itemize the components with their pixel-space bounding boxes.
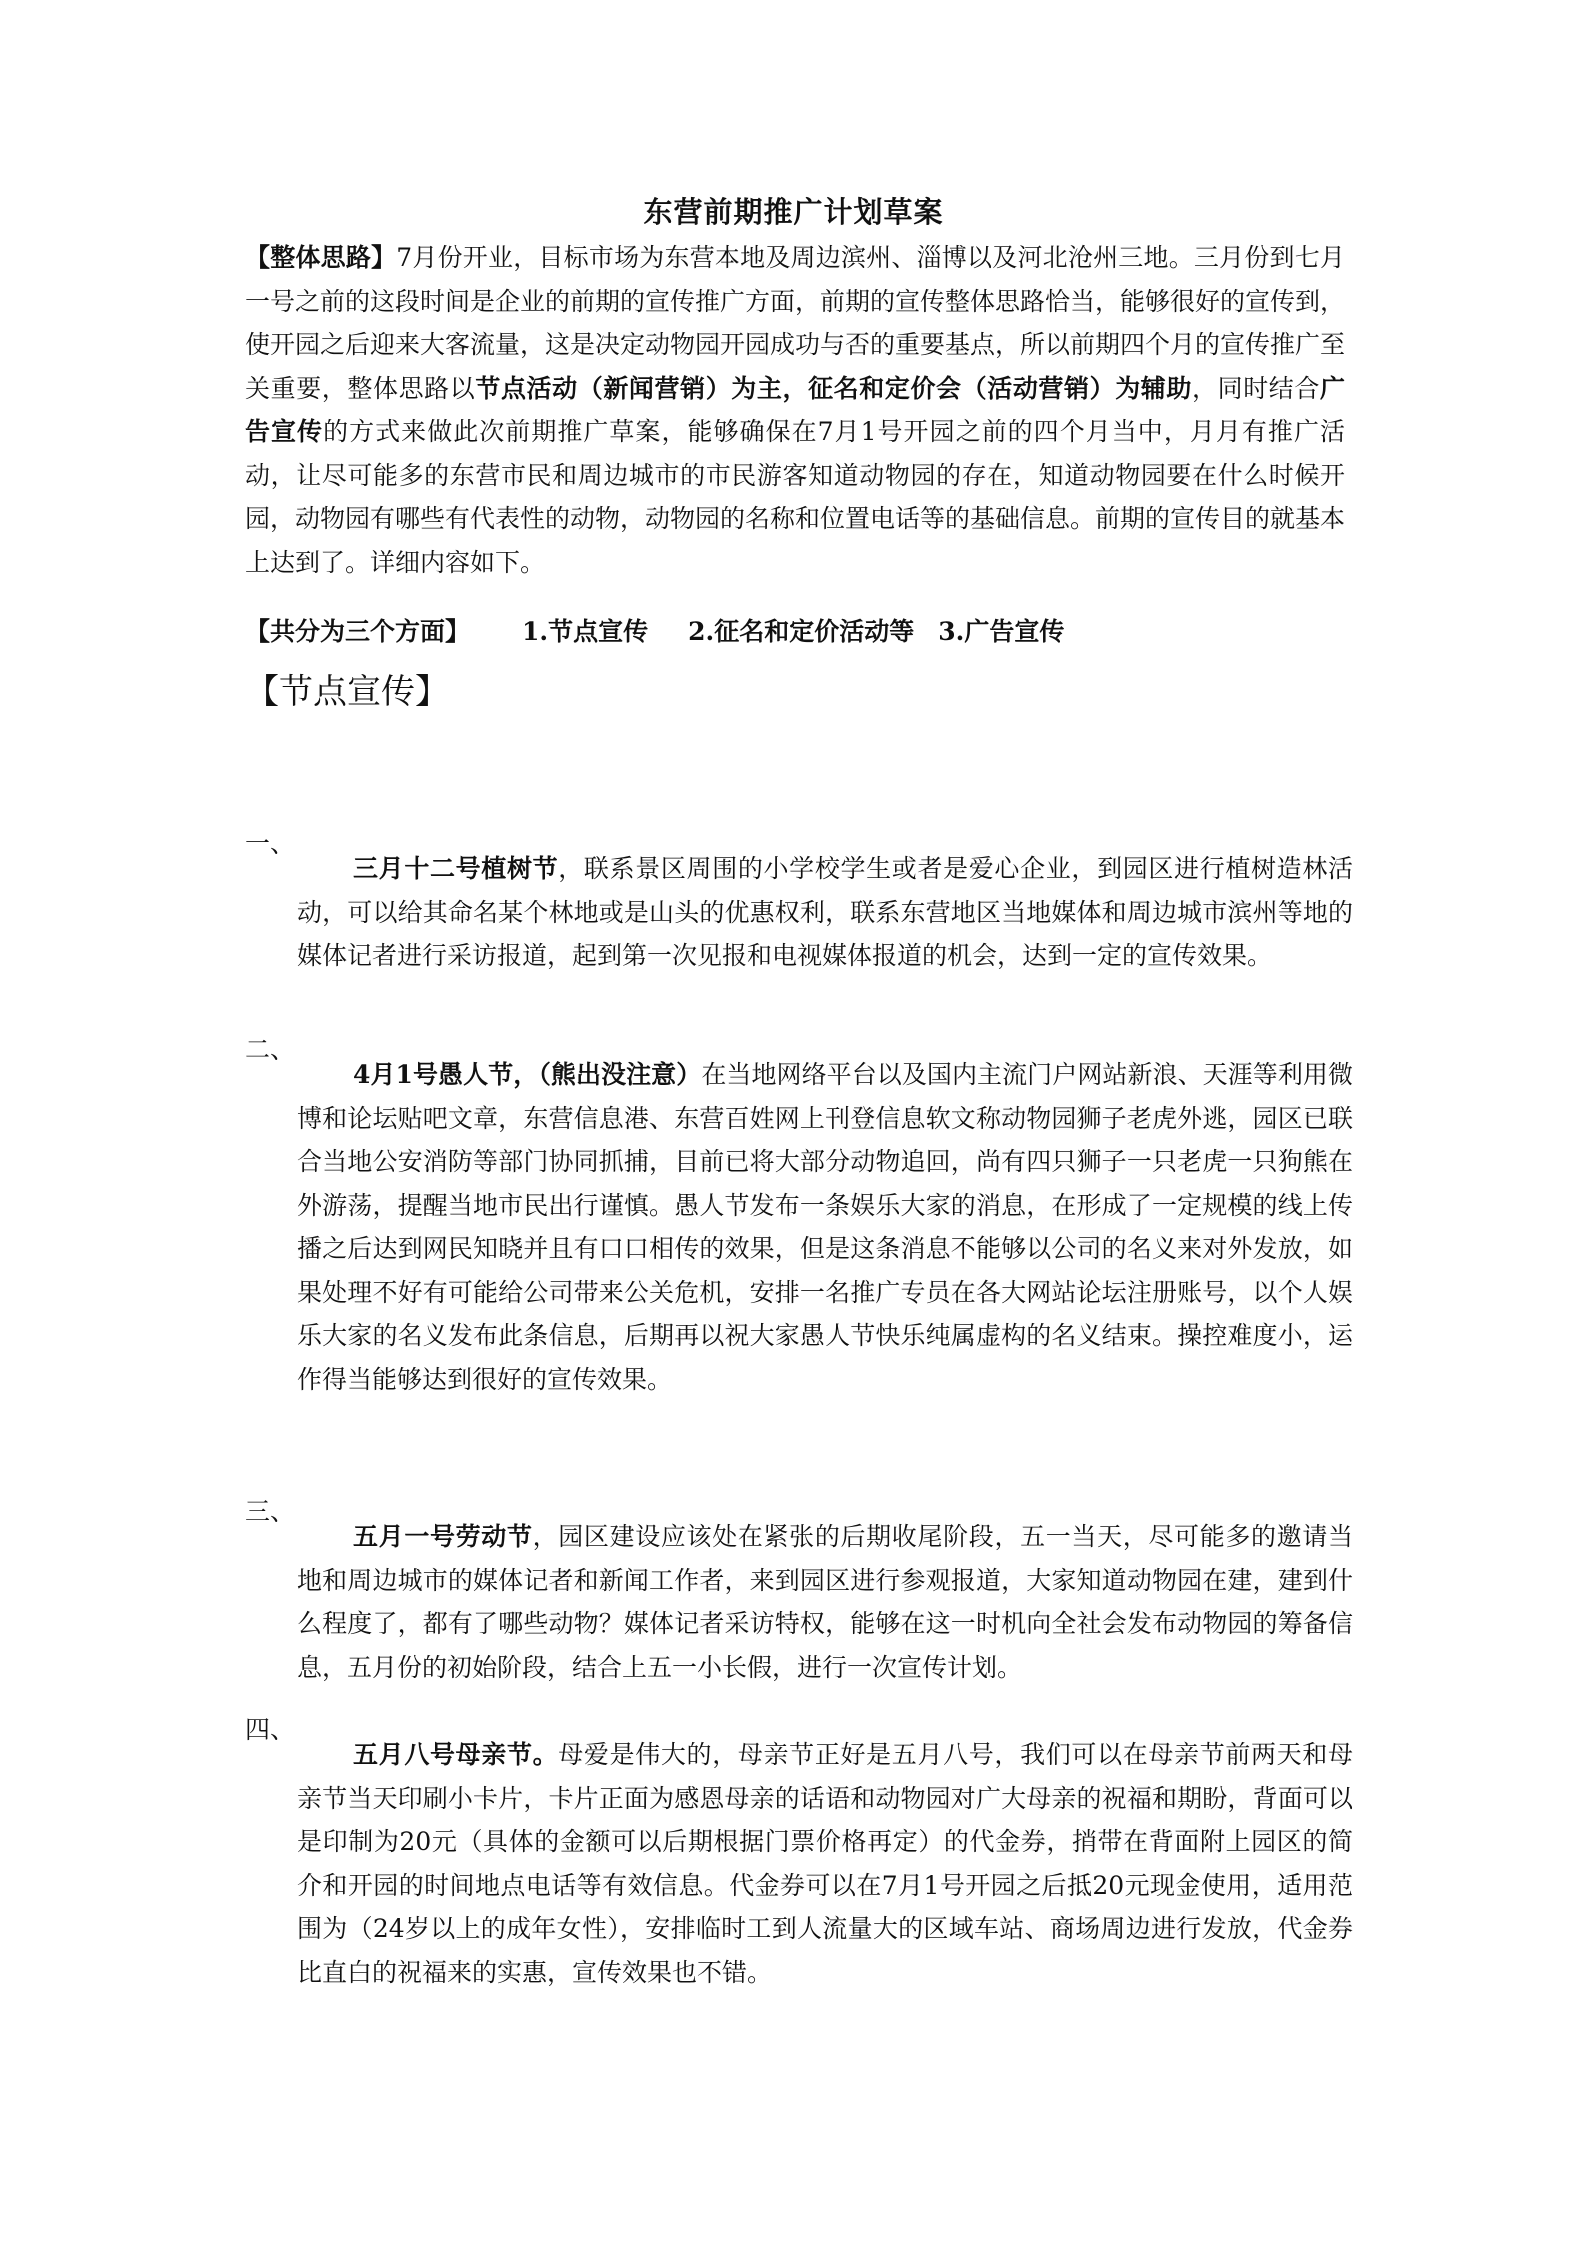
list-item bbox=[245, 1708, 1355, 2019]
document-title: 东营前期推广计划草案 bbox=[643, 195, 944, 229]
aspects-label: 【共分为三个方面】 bbox=[245, 617, 471, 646]
list-item bbox=[245, 1028, 1355, 1426]
list-item-body bbox=[297, 1733, 1353, 1994]
intro-bold-1: 节点活动（新闻营销）为主，征名和定价会（活动营销）为辅助 bbox=[475, 373, 1192, 403]
section-heading: 【节点宣传】 bbox=[245, 672, 449, 712]
list-item-body bbox=[297, 1515, 1353, 1689]
list-item-text: ，联系景区周围的小学校学生或者是爱心企业，到园区进行植树造林活动，可以给其命名某个林地或是山头的优惠权利，联系东营地区当地媒体和周边城市滨州等地的媒体记者进行采访报道，起到第一次见报和电视媒体报道的机会，达到一定的宣传效果。 bbox=[297, 854, 1353, 970]
list-item-bold: 五月一号劳动节 bbox=[353, 1522, 533, 1551]
list-item-number: 三、 bbox=[245, 1497, 296, 1526]
list-item-text: 在当地网络平台以及国内主流门户网站新浪、天涯等利用微博和论坛贴吧文章，东营信息港、东营百姓网上刊登信息软文称动物园狮子老虎外逃，园区已联合当地公安消防等部门协同抓捕，目前已将大部分动物追回，尚有四只狮子一只老虎一只狗熊在外游荡，提醒当地市民出行谨慎。愚人节发布一条娱乐大家的消息，在形成了一定规模的线上传播之后达到网民知晓并且有口口相传的效果，但是这条消息不能够以公司的名义来对外发放，如果处理不好有可能给公司带来公关危机，安排一名推广专员在各大网站论坛注册账号，以个人娱乐大家的名义发布此条信息，后期再以祝大家愚人节快乐纯属虚构的名义结束。操控难度小，运作得当能够达到很好的宣传效果。 bbox=[297, 1060, 1353, 1394]
list-item bbox=[245, 822, 1355, 1003]
list-item-bold: 4月1号愚人节，（熊出没注意） bbox=[353, 1060, 702, 1089]
intro-bold-2: 广告宣传 bbox=[245, 373, 1345, 446]
list-item-text: ，园区建设应该处在紧张的后期收尾阶段，五一当天，尽可能多的邀请当地和周边城市的媒体记者和新闻工作者，来到园区进行参观报道，大家知道动物园在建，建到什么程度了，都有了哪些动物？媒体记者采访特权，能够在这一时机向全社会发布动物园的筹备信息，五月份的初始阶段，结合上五一小长假，进行一次宣传计划。 bbox=[297, 1522, 1353, 1682]
list-item-number: 四、 bbox=[245, 1715, 296, 1744]
aspect-item-3: 3.广告宣传 bbox=[938, 617, 1065, 646]
aspect-item-2: 2.征名和定价活动等 bbox=[688, 617, 915, 646]
aspects-line bbox=[245, 612, 1345, 652]
intro-paragraph bbox=[245, 236, 1345, 584]
list-item-body bbox=[297, 847, 1353, 978]
list-item-number: 二、 bbox=[245, 1035, 296, 1064]
list-item-bold: 五月八号母亲节。 bbox=[353, 1740, 559, 1769]
list-item-body bbox=[297, 1053, 1353, 1401]
intro-text-1: 7月份开业，目标市场为东营本地及周边滨州、淄博以及河北沧州三地。三月份到七月一号之前的这段时间是企业的前期的宣传推广方面，前期的宣传整体思路恰当，能够很好的宣传到，使开园之后迎来大客流量，这是决定动物园开园成功与否的重要基点，所以前期四个月的宣传推广至关重要，整体思路以 bbox=[245, 243, 1346, 403]
aspect-item-1: 1.节点宣传 bbox=[522, 617, 649, 646]
intro-text-3: 的方式来做此次前期推广草案，能够确保在7月1号开园之前的四个月当中，月月有推广活动，让尽可能多的东营市民和周边城市的市民游客知道动物园的存在，知道动物园要在什么时候开园，动物园有哪些有代表性的动物，动物园的名称和位置电话等的基础信息。前期的宣传目的就基本上达到了。详细内容如下。 bbox=[245, 417, 1346, 577]
list-item-text: 母爱是伟大的，母亲节正好是五月八号，我们可以在母亲节前两天和母亲节当天印刷小卡片，卡片正面为感恩母亲的话语和动物园对广大母亲的祝福和期盼，背面可以是印制为20元（具体的金额可以后期根据门票价格再定）的代金券，捎带在背面附上园区的简介和开园的时间地点电话等有效信息。代金券可以在7月1号开园之后抵20元现金使用，适用范围为（24岁以上的成年女性），安排临时工到人流量大的区域车站、商场周边进行发放，代金券比直白的祝福来的实惠，宣传效果也不错。 bbox=[297, 1740, 1353, 1987]
list-item-bold: 三月十二号植树节 bbox=[353, 854, 559, 883]
list-item-number: 一、 bbox=[245, 829, 296, 858]
intro-label: 【整体思路】 bbox=[245, 243, 397, 272]
list-item bbox=[245, 1490, 1355, 1714]
intro-text-2: ，同时结合 bbox=[1192, 373, 1320, 403]
